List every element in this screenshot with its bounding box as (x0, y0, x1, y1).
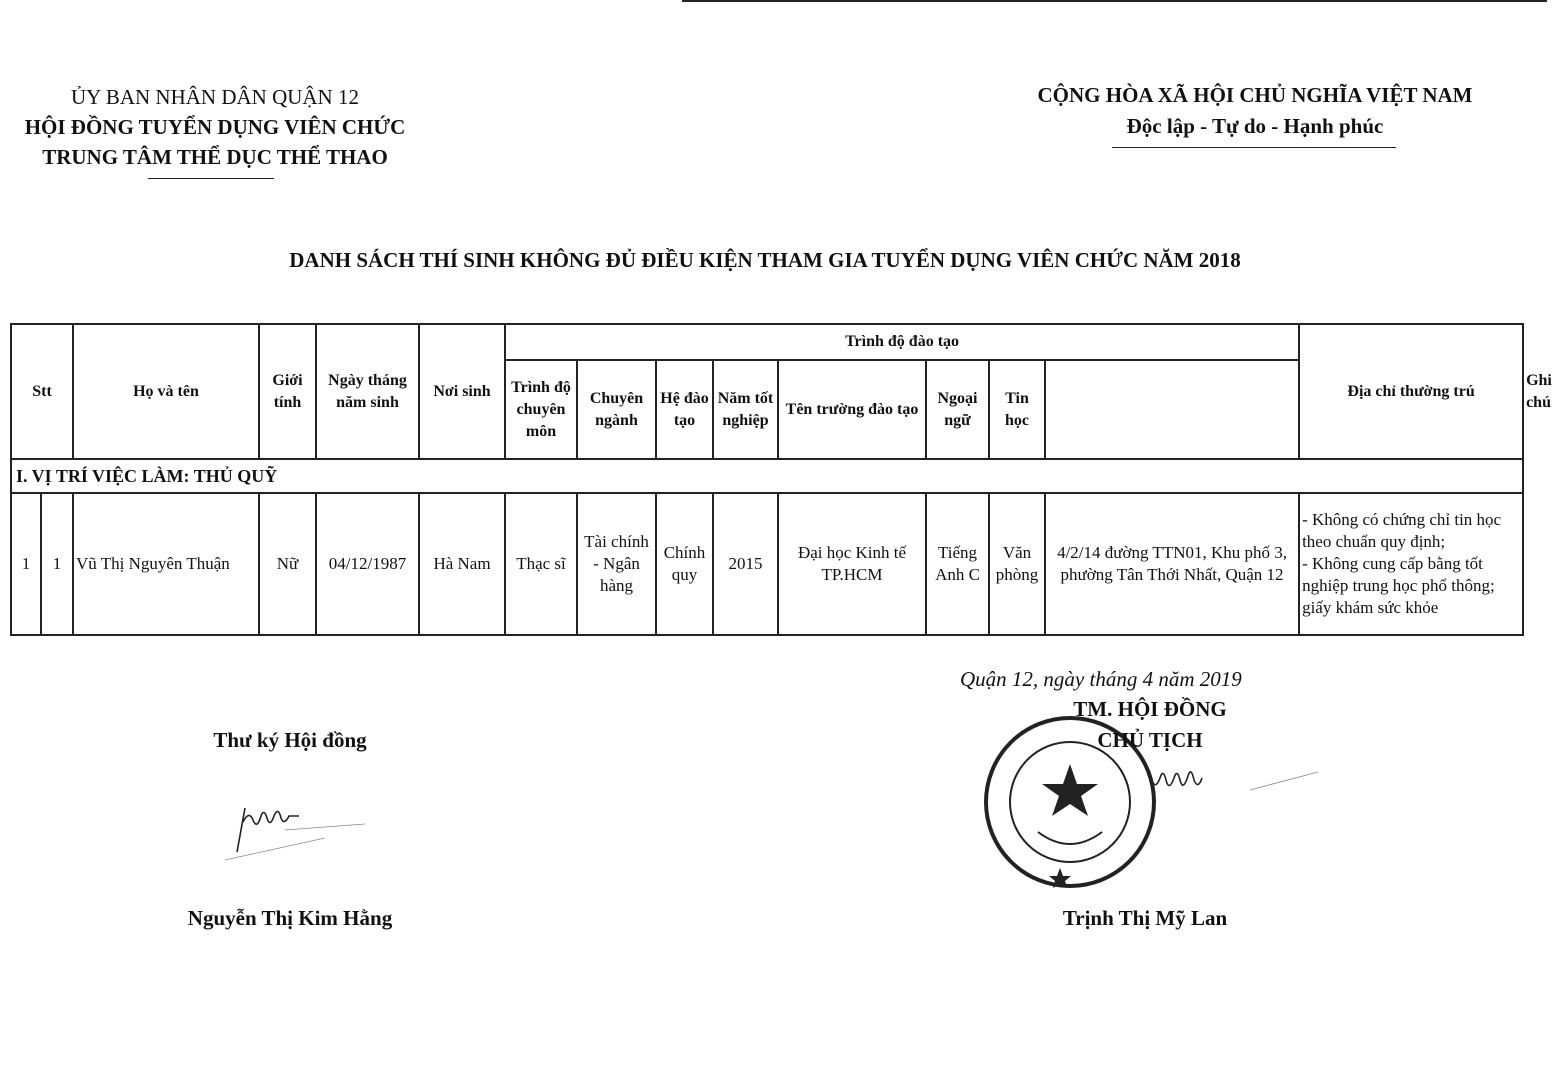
cell-birthplace: Hà Nam (419, 493, 505, 635)
cell-address: 4/2/14 đường TTN01, Khu phố 3, phường Tân Thới Nhất, Quận 12 (1045, 493, 1299, 635)
council-role: TM. HỘI ĐỒNG (1073, 697, 1227, 721)
cell-grad-year: 2015 (713, 493, 778, 635)
cell-note (1299, 493, 1523, 635)
secretary-signature-icon (225, 800, 385, 860)
col-it: Tin học (989, 360, 1045, 459)
table-header-row-1: Stt Họ và tên Giới tính Ngày tháng năm sinh Nơi sinh Trình độ đào tạo Địa chỉ thường trú Ghi chú (11, 324, 1523, 360)
col-major: Chuyên ngành (577, 360, 656, 459)
col-birthplace: Nơi sinh (419, 324, 505, 459)
note-line-2: - Không cung cấp bằng tốt nghiệp trung học phổ thông; giấy khám sức khỏe (1302, 554, 1495, 617)
col-school: Tên trường đào tạo (778, 360, 926, 459)
col-dob: Ngày tháng năm sinh (316, 324, 419, 459)
header-left-line1: ỦY BAN NHÂN DÂN QUẬN 12 (71, 85, 359, 109)
col-group-training: Trình độ đào tạo (505, 324, 1299, 360)
national-motto: Độc lập - Tự do - Hạnh phúc (1126, 114, 1384, 138)
col-grad-year: Năm tốt nghiệp (713, 360, 778, 459)
col-address: Địa chỉ thường trú (1299, 324, 1523, 459)
cell-language: Tiếng Anh C (926, 493, 989, 635)
col-level: Trình độ chuyên môn (505, 360, 577, 459)
secretary-name: Nguyễn Thị Kim Hằng (187, 906, 393, 930)
place-date: Quận 12, ngày tháng 4 năm 2019 (960, 667, 1242, 691)
header-left (0, 82, 430, 172)
header-right (1000, 80, 1510, 142)
table-row (11, 493, 1523, 635)
col-name: Họ và tên (73, 324, 259, 459)
header-right-underline (1112, 147, 1396, 148)
chairman-role: CHỦ TỊCH (1097, 728, 1203, 752)
cell-it: Văn phòng (989, 493, 1045, 635)
col-mode: Hệ đào tạo (656, 360, 713, 459)
cell-dob: 04/12/1987 (316, 493, 419, 635)
header-left-line3: TRUNG TÂM THỂ DỤC THỂ THAO (42, 145, 388, 169)
cell-school: Đại học Kinh tế TP.HCM (778, 493, 926, 635)
cell-mode: Chính quy (656, 493, 713, 635)
candidate-table (10, 323, 1552, 636)
section-row (11, 459, 1523, 493)
col-language: Ngoại ngữ (926, 360, 989, 459)
col-stt: Stt (11, 324, 73, 459)
note-line-1: - Không có chứng chỉ tin học theo chuẩn quy định; (1302, 510, 1502, 551)
secretary-role: Thư ký Hội đồng (213, 728, 367, 752)
chairman-signature-icon (1120, 758, 1320, 808)
col-gender: Giới tính (259, 324, 316, 459)
cell-stt-2: 1 (41, 493, 73, 635)
national-title: CỘNG HÒA XÃ HỘI CHỦ NGHĨA VIỆT NAM (1037, 83, 1473, 107)
document-title: DANH SÁCH THÍ SINH KHÔNG ĐỦ ĐIỀU KIỆN THAM GIA TUYỂN DỤNG VIÊN CHỨC NĂM 2018 (289, 248, 1241, 272)
chairman-name: Trịnh Thị Mỹ Lan (1062, 906, 1228, 930)
cell-gender: Nữ (259, 493, 316, 635)
cell-level: Thạc sĩ (505, 493, 577, 635)
header-left-line2: HỘI ĐỒNG TUYỂN DỤNG VIÊN CHỨC (24, 115, 406, 139)
cell-major: Tài chính - Ngân hàng (577, 493, 656, 635)
cell-name: Vũ Thị Nguyên Thuận (73, 493, 259, 635)
header-left-underline (148, 178, 274, 179)
section-title: I. VỊ TRÍ VIỆC LÀM: THỦ QUỸ (11, 459, 1523, 493)
scan-edge-line (682, 0, 1547, 2)
cell-stt-1: 1 (11, 493, 41, 635)
